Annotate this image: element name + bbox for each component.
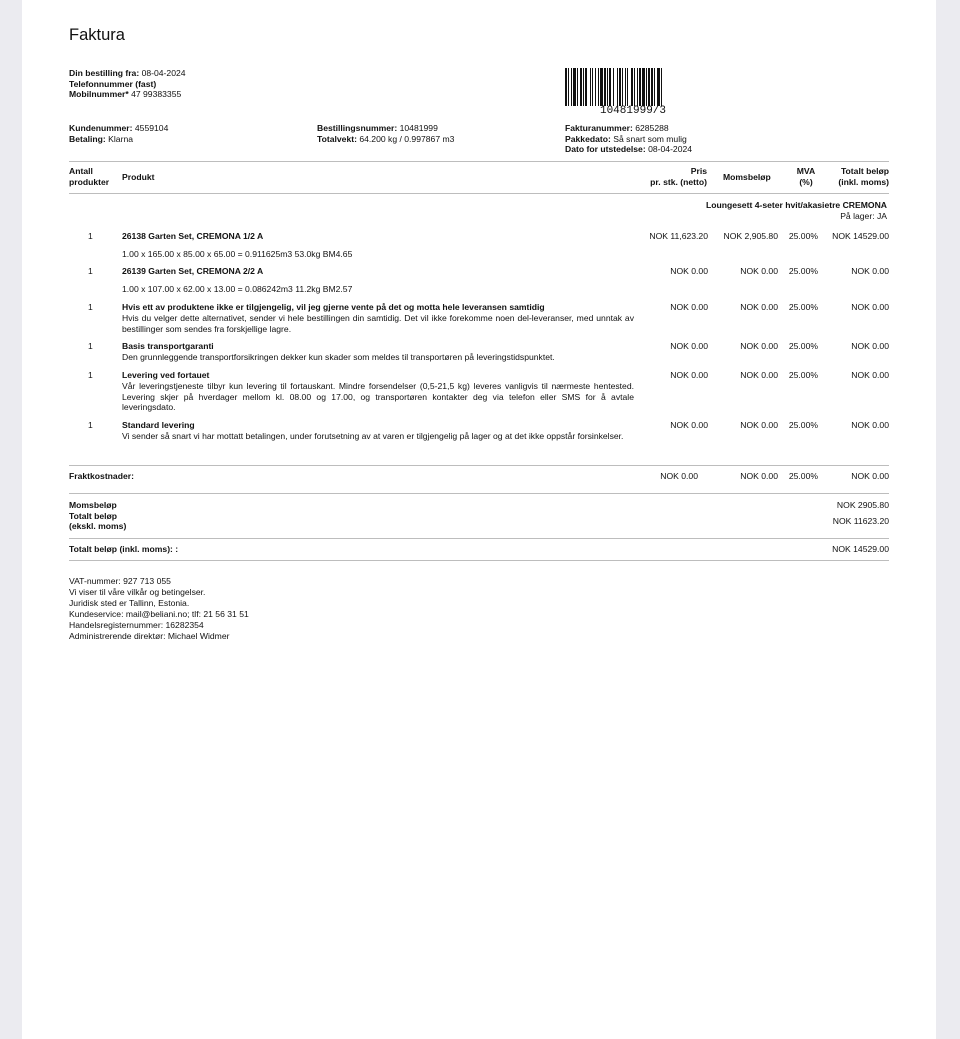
header-total-line2: (inkl. moms) bbox=[838, 177, 889, 187]
row-qty: 1 bbox=[88, 370, 93, 380]
divider bbox=[69, 538, 889, 539]
excl-total-label-line2: (ekskl. moms) bbox=[69, 521, 127, 532]
freight-label: Fraktkostnader: bbox=[69, 471, 134, 481]
ship-date: 08-04-2024 bbox=[648, 144, 693, 155]
header-qty bbox=[69, 166, 109, 188]
row-total: NOK 14529.00 bbox=[832, 231, 889, 241]
row-vat-pct: 25.00% bbox=[788, 302, 818, 312]
terms-note: Vi viser til våre vilkår og betingelser. bbox=[69, 587, 206, 597]
row-product-name: Levering ved fortauet bbox=[122, 370, 210, 380]
barcode-bar bbox=[631, 68, 633, 106]
product-group-title: Loungesett 4-seter hvit/akasietre CREMONA bbox=[706, 200, 887, 210]
customer-no-label: Kundenummer: bbox=[69, 123, 133, 133]
row-qty: 1 bbox=[88, 266, 93, 276]
barcode-bar bbox=[648, 68, 650, 106]
excl-total-value: NOK 11623.20 bbox=[832, 516, 889, 526]
barcode-bar bbox=[573, 68, 576, 106]
freight-price: NOK 0.00 bbox=[660, 471, 698, 481]
row-total: NOK 0.00 bbox=[851, 341, 889, 351]
barcode-bar bbox=[627, 68, 628, 106]
barcode-bar bbox=[607, 68, 608, 106]
row-price: NOK 0.00 bbox=[670, 420, 708, 430]
freight-vat-pct: 25.00% bbox=[788, 471, 818, 481]
header-vat-amount: Momsbeløp bbox=[723, 172, 771, 182]
header-total bbox=[819, 166, 889, 188]
row-product-name: 26139 Garten Set, CREMONA 2/2 A bbox=[122, 266, 264, 276]
payment-label: Betaling: bbox=[69, 133, 106, 144]
barcode-bar bbox=[580, 68, 582, 106]
freight-total: NOK 0.00 bbox=[851, 471, 889, 481]
row-product-desc: Den grunnleggende transportforsikringen dekker kun skader som meldes til transportøren på leveringstidspunktet. bbox=[122, 352, 555, 362]
row-product-desc: 1.00 x 107.00 x 62.00 x 13.00 = 0.086242m3 11.2kg BM2.57 bbox=[122, 284, 353, 294]
barcode-bar bbox=[622, 68, 623, 106]
customer-no: 4559104 bbox=[134, 123, 169, 133]
row-product-desc: Hvis du velger dette alternativet, sender vi hele bestillingen din samtidig. Det vil ikke forekomme noen del-leveranser, med unntak av bestillinger som sendes fra forskjellige lagre. bbox=[122, 313, 634, 334]
payment-method: Klarna bbox=[108, 133, 133, 144]
summary-labels bbox=[69, 500, 126, 532]
row-product-desc: Vi sender så snart vi har mottatt betalingen, under forutsetning av at varen er tilgjengelig på lager og at det ikke oppstår forsinkelser. bbox=[122, 431, 624, 441]
row-price: NOK 0.00 bbox=[670, 302, 708, 312]
invoice-no-label: Fakturanummer: bbox=[565, 123, 633, 133]
legal-seat: Juridisk sted er Tallinn, Estonia. bbox=[69, 598, 190, 608]
excl-total-label-line1: Totalt beløp bbox=[69, 510, 118, 521]
barcode-bar bbox=[577, 68, 578, 106]
barcode-bar bbox=[639, 68, 641, 106]
row-qty: 1 bbox=[88, 231, 93, 241]
row-qty: 1 bbox=[88, 341, 93, 351]
divider bbox=[69, 465, 889, 466]
barcode-bar bbox=[585, 68, 587, 106]
divider bbox=[69, 193, 889, 194]
barcode-bar bbox=[592, 68, 593, 106]
barcode-bar bbox=[598, 68, 599, 106]
barcode-bar bbox=[571, 68, 572, 106]
row-qty: 1 bbox=[88, 420, 93, 430]
barcode-bar bbox=[651, 68, 653, 106]
ship-date-label: Dato for utstedelse: bbox=[565, 144, 646, 155]
barcode-bar bbox=[634, 68, 635, 106]
row-product-name: Hvis ett av produktene ikke er tilgjengelig, vil jeg gjerne vente på det og motta hele leveransen samtidig bbox=[122, 302, 545, 312]
barcode-bar bbox=[637, 68, 638, 106]
header-vat-pct-line2: (%) bbox=[799, 177, 813, 187]
divider bbox=[69, 560, 889, 561]
row-vat-pct: 25.00% bbox=[788, 266, 818, 276]
invoice-page bbox=[22, 0, 936, 1039]
row-price: NOK 0.00 bbox=[670, 341, 708, 351]
row-vat-pct: 25.00% bbox=[788, 341, 818, 351]
row-vat: NOK 0.00 bbox=[740, 341, 778, 351]
vat-number: VAT-nummer: 927 713 055 bbox=[69, 576, 171, 586]
vat-total-label: Momsbeløp bbox=[69, 500, 117, 510]
barcode-bar bbox=[600, 68, 603, 106]
barcode-bar bbox=[654, 68, 655, 106]
barcode-number: 10481999/3 bbox=[599, 105, 666, 117]
barcode-bar bbox=[617, 68, 618, 106]
row-total: NOK 0.00 bbox=[851, 420, 889, 430]
vat-total-value: NOK 2905.80 bbox=[836, 500, 889, 510]
trade-register: Handelsregisternummer: 16282354 bbox=[69, 620, 204, 630]
barcode-bar bbox=[568, 68, 569, 106]
row-vat: NOK 0.00 bbox=[740, 370, 778, 380]
pack-date-label: Pakkedato: bbox=[565, 133, 611, 144]
mobile-number: 47 99383355 bbox=[131, 89, 182, 100]
row-vat-pct: 25.00% bbox=[788, 231, 818, 241]
header-price-line1: Pris bbox=[690, 166, 707, 176]
barcode-bar bbox=[604, 68, 606, 106]
row-vat: NOK 0.00 bbox=[740, 302, 778, 312]
incl-total-value: NOK 14529.00 bbox=[832, 544, 889, 554]
barcode-bar bbox=[661, 68, 662, 106]
barcode bbox=[565, 68, 701, 106]
divider bbox=[69, 161, 889, 162]
row-price: NOK 0.00 bbox=[670, 266, 708, 276]
phone-label: Telefonnummer (fast) bbox=[69, 78, 157, 89]
freight-vat: NOK 0.00 bbox=[740, 471, 778, 481]
row-total: NOK 0.00 bbox=[851, 266, 889, 276]
header-product: Produkt bbox=[122, 172, 155, 182]
barcode-bar bbox=[565, 68, 567, 106]
divider bbox=[69, 493, 889, 494]
weight-label: Totalvekt: bbox=[317, 133, 357, 144]
barcode-bar bbox=[625, 68, 626, 106]
order-info bbox=[69, 68, 186, 100]
barcode-bar bbox=[619, 68, 621, 106]
row-price: NOK 0.00 bbox=[670, 370, 708, 380]
barcode-bar bbox=[583, 68, 584, 106]
header-qty-line1: Antall bbox=[69, 166, 93, 176]
incl-total-label: Totalt beløp (inkl. moms): : bbox=[69, 544, 179, 554]
row-product-desc: Vår leveringstjeneste tilbyr kun levering til fortauskant. Mindre forsendelser (0,5-21,5 kg) leveres vanligvis til nærmeste hentested. Levering skjer på hverdager mellom kl. 08.00 og 17.00, og transportøren kontakter deg via telefon eller SMS for å avtale leveringsdato. bbox=[122, 381, 634, 413]
barcode-bar bbox=[642, 68, 645, 106]
invoice-title: Faktura bbox=[69, 26, 125, 44]
row-product-name: Basis transportgaranti bbox=[122, 341, 214, 351]
row-qty: 1 bbox=[88, 302, 93, 312]
product-group-stock: På lager: JA bbox=[840, 211, 887, 221]
order-date: 08-04-2024 bbox=[141, 68, 186, 78]
header-total-line1: Totalt beløp bbox=[840, 166, 889, 176]
row-product-desc: 1.00 x 165.00 x 85.00 x 65.00 = 0.911625m3 53.0kg BM4.65 bbox=[122, 249, 353, 259]
header-vat-pct-line1: MVA bbox=[796, 166, 816, 176]
customer-service: Kundeservice: mail@beliani.no; tlf: 21 56 31 51 bbox=[69, 609, 249, 619]
row-product-name: 26138 Garten Set, CREMONA 1/2 A bbox=[122, 231, 264, 241]
header-qty-line2: produkter bbox=[69, 177, 110, 187]
barcode-bar bbox=[646, 68, 647, 106]
mobile-label: Mobilnummer* bbox=[69, 89, 129, 100]
total-weight: 64.200 kg / 0.997867 m3 bbox=[359, 133, 455, 144]
row-total: NOK 0.00 bbox=[851, 302, 889, 312]
order-no-label: Bestillingsnummer: bbox=[317, 123, 398, 133]
barcode-bar bbox=[609, 68, 611, 106]
barcode-bar bbox=[590, 68, 591, 106]
order-date-label: Din bestilling fra: bbox=[69, 68, 140, 78]
invoice-no: 6285288 bbox=[635, 123, 669, 133]
order-number-info bbox=[317, 123, 454, 144]
row-vat: NOK 2,905.80 bbox=[723, 231, 778, 241]
row-vat-pct: 25.00% bbox=[788, 370, 818, 380]
pack-date: Så snart som mulig bbox=[613, 133, 687, 144]
managing-director: Administrerende direktør: Michael Widmer bbox=[69, 631, 230, 641]
company-footer bbox=[69, 576, 249, 642]
row-vat: NOK 0.00 bbox=[740, 420, 778, 430]
header-price-line2: pr. stk. (netto) bbox=[650, 177, 707, 187]
row-product-name: Standard levering bbox=[122, 420, 195, 430]
barcode-bar bbox=[657, 68, 660, 106]
header-price bbox=[629, 166, 707, 188]
row-vat: NOK 0.00 bbox=[740, 266, 778, 276]
row-total: NOK 0.00 bbox=[851, 370, 889, 380]
customer-info bbox=[69, 123, 168, 144]
barcode-bar bbox=[595, 68, 596, 106]
order-no: 10481999 bbox=[399, 123, 438, 133]
row-price: NOK 11,623.20 bbox=[649, 231, 708, 241]
invoice-info bbox=[565, 123, 692, 155]
barcode-bar bbox=[613, 68, 614, 106]
row-vat-pct: 25.00% bbox=[788, 420, 818, 430]
